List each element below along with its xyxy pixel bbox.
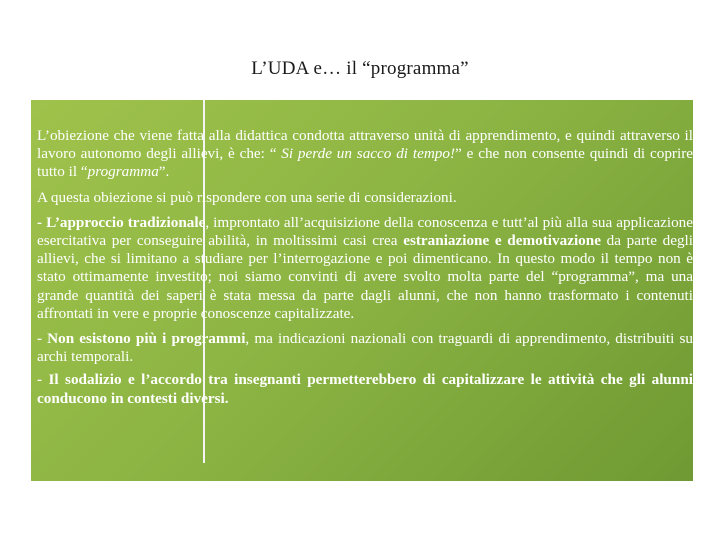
no-programs-text: , ma indicazioni nazionali con traguardi di apprendimento, distribuiti su archi temporali. (37, 330, 693, 366)
traditional-approach-text: , improntato all’acquisizione della conoscenza e tutt’al più alla sua applicazione esercitativa per conseguire abilità, in moltissimi casi crea (37, 213, 693, 250)
traditional-approach-heading: - L’approccio tradizionale (37, 213, 206, 231)
programma-word: programma (87, 163, 159, 181)
response-text: A questa obiezione si può rispondere con una serie di considerazioni. (37, 188, 457, 206)
teacher-agreement-text: - Il sodalizio e l’accordo tra insegnanti permetterebbero di capitalizzare le attività che gli alunni conducono in contesti diversi. (37, 371, 693, 407)
estrangement-phrase: estraniazione e demotivazione (403, 232, 601, 250)
objection-text-end: ”. (158, 163, 170, 181)
objection-text-cont: ” e che non consente quindi di coprire tutto il “ (37, 145, 693, 181)
objection-text: L’obiezione che viene fatta alla didattica condotta attraverso unità di apprendimento, e quindi attraverso il lavoro autonomo degli allievi, è che: “ (37, 127, 693, 163)
paragraph-traditional-approach (37, 214, 693, 323)
traditional-approach-text-cont: da parte degli allievi, che si limitano a studiare per l’interrogazione e poi dimenticano. In questo modo il tempo non è stato ottimamente investito; noi siamo convinti di avere svolto molta parte del “programma”, ma una grande quantità dei saperi è stata messa da parte dagli alunni, che non hanno trasformato i contenuti affrontati in vere e proprie conoscenze capitalizzate. (37, 232, 693, 322)
paragraph-objection (37, 127, 693, 182)
content-text (37, 127, 693, 415)
objection-quote: Si perde un sacco di tempo! (281, 145, 456, 163)
paragraph-no-programs (37, 330, 693, 366)
slide-title: L’UDA e… il “programma” (251, 58, 469, 79)
paragraph-response (37, 189, 693, 207)
paragraph-teacher-agreement (37, 371, 693, 407)
no-programs-heading: - Non esistono più i programmi (37, 330, 246, 348)
